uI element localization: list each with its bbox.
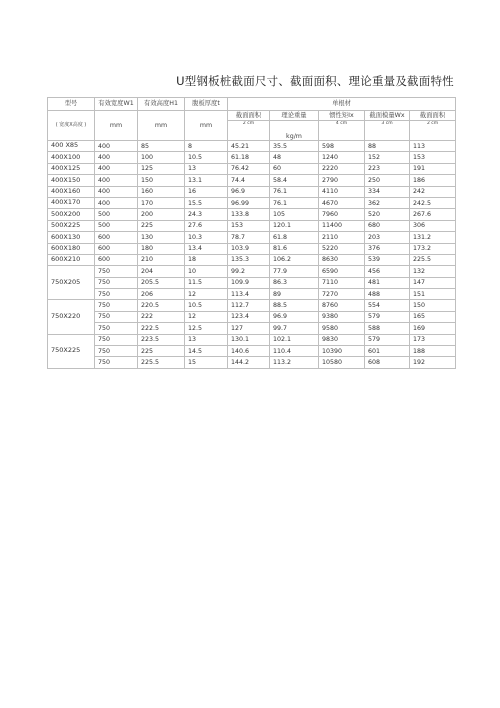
weight-cell: 120.1 [270, 220, 319, 231]
width-cell: 600 [95, 232, 138, 243]
area2-cell: 150 [410, 300, 456, 311]
inertia-cell: 1240 [319, 152, 365, 163]
modulus-cell: 88 [365, 141, 410, 152]
modulus-cell: 579 [365, 334, 410, 345]
area-cell: 109.9 [228, 277, 270, 288]
inertia-cell: 10580 [319, 357, 365, 368]
modulus-cell: 488 [365, 289, 410, 300]
width-cell: 400 [95, 163, 138, 174]
weight-cell: 106.2 [270, 254, 319, 265]
width-cell: 750 [95, 323, 138, 334]
area2-cell: 151 [410, 289, 456, 300]
inertia-cell: 8760 [319, 300, 365, 311]
area2-cell: 165 [410, 311, 456, 322]
header-area: 截面面积 [228, 111, 270, 121]
area-cell: 130.1 [228, 334, 270, 345]
area-cell: 112.7 [228, 300, 270, 311]
weight-cell: 58.4 [270, 175, 319, 186]
area-cell: 153 [228, 220, 270, 231]
inertia-cell: 8630 [319, 254, 365, 265]
area-cell: 144.2 [228, 357, 270, 368]
modulus-cell: 680 [365, 220, 410, 231]
height-cell: 210 [138, 254, 185, 265]
model-cell: 600X130 [48, 232, 95, 243]
table-row [48, 300, 456, 311]
thickness-cell: 15.5 [185, 197, 228, 208]
header-thickness-unit: mm [185, 111, 228, 141]
thickness-cell: 15 [185, 357, 228, 368]
modulus-cell: 520 [365, 209, 410, 220]
height-cell: 85 [138, 141, 185, 152]
thickness-cell: 10 [185, 266, 228, 277]
area-cell: 123.4 [228, 311, 270, 322]
area2-cell: 192 [410, 357, 456, 368]
model-cell: 500X200 [48, 209, 95, 220]
modulus-cell: 608 [365, 357, 410, 368]
height-cell: 220.5 [138, 300, 185, 311]
model-cell: 600X180 [48, 243, 95, 254]
width-cell: 750 [95, 277, 138, 288]
header-width-unit: mm [95, 111, 138, 141]
area2-cell: 169 [410, 323, 456, 334]
table-row [48, 186, 456, 197]
area-cell: 135.3 [228, 254, 270, 265]
width-cell: 750 [95, 289, 138, 300]
weight-cell: 89 [270, 289, 319, 300]
modulus-cell: 223 [365, 163, 410, 174]
area-cell: 76.42 [228, 163, 270, 174]
area-cell: 99.2 [228, 266, 270, 277]
thickness-cell: 14.5 [185, 346, 228, 357]
thickness-cell: 13 [185, 334, 228, 345]
table-row [48, 254, 456, 265]
area2-cell: 186 [410, 175, 456, 186]
header-height: 有效高度H1 [138, 98, 185, 111]
area-cell: 45.21 [228, 141, 270, 152]
model-cell: 400X125 [48, 163, 95, 174]
table-row [48, 141, 456, 152]
thickness-cell: 10.5 [185, 300, 228, 311]
header-area2: 截面面积 [410, 111, 456, 121]
weight-cell: 102.1 [270, 334, 319, 345]
weight-cell: 96.9 [270, 311, 319, 322]
area-cell: 127 [228, 323, 270, 334]
width-cell: 500 [95, 220, 138, 231]
weight-cell: 81.6 [270, 243, 319, 254]
header-thickness: 腹板厚度t [185, 98, 228, 111]
area-cell: 61.18 [228, 152, 270, 163]
height-cell: 100 [138, 152, 185, 163]
area2-cell: 113 [410, 141, 456, 152]
modulus-cell: 250 [365, 175, 410, 186]
weight-cell: 77.9 [270, 266, 319, 277]
table-row [48, 175, 456, 186]
area2-cell: 242.5 [410, 197, 456, 208]
inertia-cell: 10390 [319, 346, 365, 357]
table-row [48, 197, 456, 208]
height-cell: 206 [138, 289, 185, 300]
model-cell: 400X100 [48, 152, 95, 163]
height-cell: 222 [138, 311, 185, 322]
height-cell: 225.5 [138, 357, 185, 368]
area-cell: 140.6 [228, 346, 270, 357]
area-cell: 96.99 [228, 197, 270, 208]
area-cell: 103.9 [228, 243, 270, 254]
table-row [48, 357, 456, 368]
area2-cell: 242 [410, 186, 456, 197]
thickness-cell: 13.4 [185, 243, 228, 254]
thickness-cell: 10.3 [185, 232, 228, 243]
width-cell: 750 [95, 311, 138, 322]
height-cell: 204 [138, 266, 185, 277]
area-cell: 113.4 [228, 289, 270, 300]
height-cell: 225 [138, 346, 185, 357]
inertia-cell: 9380 [319, 311, 365, 322]
thickness-cell: 16 [185, 186, 228, 197]
inertia-cell: 2220 [319, 163, 365, 174]
header-area2-unit: 2 cm [410, 121, 456, 141]
table-row [48, 152, 456, 163]
inertia-cell: 7270 [319, 289, 365, 300]
weight-cell: 76.1 [270, 186, 319, 197]
width-cell: 400 [95, 152, 138, 163]
height-cell: 130 [138, 232, 185, 243]
width-cell: 400 [95, 186, 138, 197]
area2-cell: 153 [410, 152, 456, 163]
model-cell: 400X170 [48, 197, 95, 208]
table-row [48, 220, 456, 231]
height-cell: 160 [138, 186, 185, 197]
table-row [48, 243, 456, 254]
modulus-cell: 554 [365, 300, 410, 311]
model-group-cell: 750X205 [48, 266, 95, 300]
thickness-cell: 12 [185, 311, 228, 322]
area2-cell: 191 [410, 163, 456, 174]
thickness-cell: 11.5 [185, 277, 228, 288]
table-row [48, 289, 456, 300]
inertia-cell: 2110 [319, 232, 365, 243]
height-cell: 225 [138, 220, 185, 231]
modulus-cell: 152 [365, 152, 410, 163]
area-cell: 133.8 [228, 209, 270, 220]
weight-cell: 105 [270, 209, 319, 220]
height-cell: 170 [138, 197, 185, 208]
inertia-cell: 11400 [319, 220, 365, 231]
height-cell: 223.5 [138, 334, 185, 345]
weight-cell: 48 [270, 152, 319, 163]
area-cell: 96.9 [228, 186, 270, 197]
height-cell: 222.5 [138, 323, 185, 334]
header-row-2 [48, 111, 456, 121]
weight-cell: 113.2 [270, 357, 319, 368]
weight-cell: 61.8 [270, 232, 319, 243]
header-modulus: 截面模量Wx [365, 111, 410, 121]
table-row [48, 232, 456, 243]
header-height-unit: mm [138, 111, 185, 141]
model-cell: 400X160 [48, 186, 95, 197]
area2-cell: 173.2 [410, 243, 456, 254]
thickness-cell: 10.5 [185, 152, 228, 163]
inertia-cell: 7960 [319, 209, 365, 220]
width-cell: 750 [95, 266, 138, 277]
spec-table [47, 97, 456, 369]
width-cell: 750 [95, 357, 138, 368]
width-cell: 750 [95, 334, 138, 345]
modulus-cell: 334 [365, 186, 410, 197]
modulus-cell: 579 [365, 311, 410, 322]
model-cell: 600X210 [48, 254, 95, 265]
thickness-cell: 27.6 [185, 220, 228, 231]
width-cell: 400 [95, 197, 138, 208]
height-cell: 125 [138, 163, 185, 174]
table-row [48, 311, 456, 322]
inertia-cell: 9830 [319, 334, 365, 345]
weight-cell: 99.7 [270, 323, 319, 334]
inertia-cell: 598 [319, 141, 365, 152]
header-model-note: ( 宽度X高度 ) [48, 111, 95, 141]
thickness-cell: 13.1 [185, 175, 228, 186]
table-row [48, 266, 456, 277]
table-row [48, 346, 456, 357]
thickness-cell: 12 [185, 289, 228, 300]
inertia-cell: 2790 [319, 175, 365, 186]
weight-cell: 110.4 [270, 346, 319, 357]
modulus-cell: 601 [365, 346, 410, 357]
model-group-cell: 750X225 [48, 334, 95, 368]
inertia-cell: 4670 [319, 197, 365, 208]
area2-cell: 132 [410, 266, 456, 277]
modulus-cell: 203 [365, 232, 410, 243]
model-cell: 400 X85 [48, 141, 95, 152]
width-cell: 400 [95, 141, 138, 152]
table-row [48, 277, 456, 288]
weight-cell: 88.5 [270, 300, 319, 311]
area2-cell: 173 [410, 334, 456, 345]
area2-cell: 306 [410, 220, 456, 231]
area2-cell: 188 [410, 346, 456, 357]
table-row [48, 334, 456, 345]
inertia-cell: 6590 [319, 266, 365, 277]
area2-cell: 267.6 [410, 209, 456, 220]
width-cell: 600 [95, 254, 138, 265]
table-row [48, 323, 456, 334]
modulus-cell: 539 [365, 254, 410, 265]
header-row-1 [48, 98, 456, 111]
model-cell: 500X225 [48, 220, 95, 231]
weight-cell: 86.3 [270, 277, 319, 288]
header-area-unit: 2 cm [228, 121, 270, 141]
weight-cell: 60 [270, 163, 319, 174]
height-cell: 205.5 [138, 277, 185, 288]
weight-cell: 76.1 [270, 197, 319, 208]
thickness-cell: 18 [185, 254, 228, 265]
thickness-cell: 12.5 [185, 323, 228, 334]
modulus-cell: 376 [365, 243, 410, 254]
area-cell: 74.4 [228, 175, 270, 186]
header-inertia: 惯性矩Ix [319, 111, 365, 121]
document-title: U型钢板桩截面尺寸、截面面积、理论重量及截面特性 [176, 74, 454, 88]
thickness-cell: 8 [185, 141, 228, 152]
inertia-cell: 5220 [319, 243, 365, 254]
height-cell: 180 [138, 243, 185, 254]
inertia-cell: 9580 [319, 323, 365, 334]
modulus-cell: 588 [365, 323, 410, 334]
area2-cell: 131.2 [410, 232, 456, 243]
table-row [48, 163, 456, 174]
inertia-cell: 7110 [319, 277, 365, 288]
area-cell: 78.7 [228, 232, 270, 243]
width-cell: 600 [95, 243, 138, 254]
width-cell: 500 [95, 209, 138, 220]
header-width: 有效宽度W1 [95, 98, 138, 111]
model-cell: 400X150 [48, 175, 95, 186]
width-cell: 750 [95, 300, 138, 311]
header-single: 单根材 [228, 98, 456, 111]
thickness-cell: 24.3 [185, 209, 228, 220]
weight-cell: 35.5 [270, 141, 319, 152]
area2-cell: 147 [410, 277, 456, 288]
area2-cell: 225.5 [410, 254, 456, 265]
model-group-cell: 750X220 [48, 300, 95, 334]
inertia-cell: 4110 [319, 186, 365, 197]
modulus-cell: 456 [365, 266, 410, 277]
header-model: 型号 [48, 98, 95, 111]
table-row [48, 209, 456, 220]
height-cell: 200 [138, 209, 185, 220]
modulus-cell: 362 [365, 197, 410, 208]
thickness-cell: 13 [185, 163, 228, 174]
header-inertia-unit: 4 cm [319, 121, 365, 141]
header-weight: 理论重量 [270, 111, 319, 121]
header-modulus-unit: 3 cm [365, 121, 410, 141]
width-cell: 400 [95, 175, 138, 186]
height-cell: 150 [138, 175, 185, 186]
modulus-cell: 481 [365, 277, 410, 288]
header-weight-unit: kg/m [270, 121, 319, 141]
width-cell: 750 [95, 346, 138, 357]
